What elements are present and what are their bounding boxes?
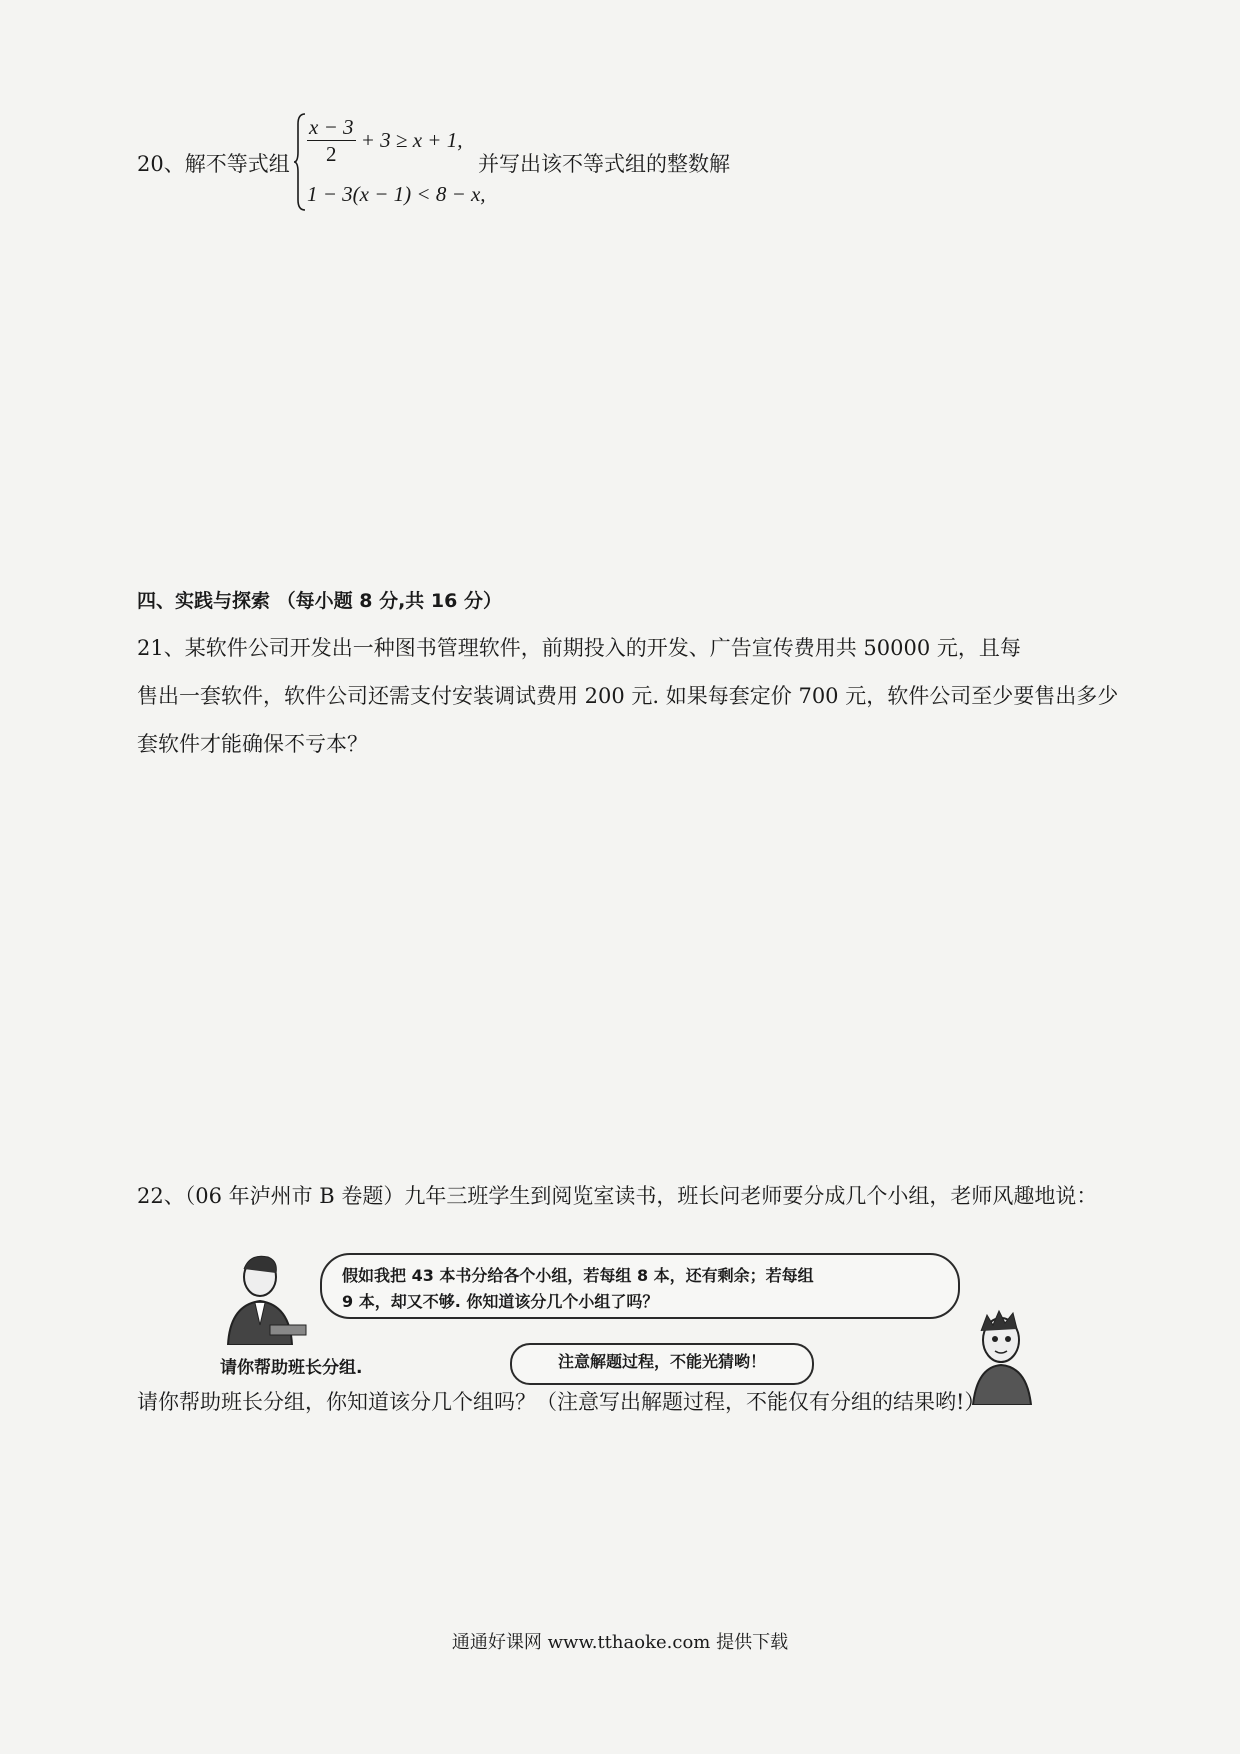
q22-line-1: 22、（06 年泸州市 B 卷题）九年三班学生到阅览室读书，班长问老师要分成几个小组，老师风趣地说：: [137, 1184, 1098, 1208]
teacher-speech-bubble: [320, 1253, 960, 1319]
inequality-2: 1 − 3(x − 1) < 8 − x,: [307, 182, 486, 206]
page-footer: 通通好课网 www.tthaoke.com 提供下载: [451, 1632, 789, 1653]
section-heading: 四、实践与探索 （每小题 8 分,共 16 分）: [137, 590, 502, 612]
q21-line-2: 售出一套软件，软件公司还需支付安装调试费用 200 元. 如果每套定价 700 元，软件公司至少要售出多少: [137, 684, 1119, 708]
q20-instruction: 并写出该不等式组的整数解: [478, 152, 730, 176]
teacher-figure: [210, 1245, 310, 1345]
fraction-denominator: 2: [326, 142, 337, 166]
inequality-system: [293, 112, 493, 212]
q21-line-3: 套软件才能确保不亏本？: [137, 732, 368, 756]
q20-label: 20、解不等式组: [137, 152, 290, 176]
inequality-1: [307, 114, 462, 167]
brace: [293, 112, 307, 212]
speech-line-1: 假如我把 43 本书分给各个小组，若每组 8 本，还有剩余；若每组: [342, 1266, 814, 1285]
speech-line-2: 9 本，却又不够. 你知道该分几个小组了吗？: [342, 1292, 659, 1311]
q22-line-2: 请你帮助班长分组，你知道该分几个组吗？（注意写出解题过程，不能仅有分组的结果哟!）: [137, 1390, 986, 1414]
q21-line-1: 21、某软件公司开发出一种图书管理软件，前期投入的开发、广告宣传费用共 50000 元，且每: [137, 636, 1021, 660]
cartoon-caption: 请你帮助班长分组.: [220, 1358, 363, 1378]
student-speech-bubble: 注意解题过程，不能光猜哟！: [510, 1343, 814, 1385]
cartoon-illustration: [210, 1245, 1040, 1405]
inequality-1-rest: + 3 ≥ x + 1,: [360, 128, 463, 152]
fraction: [307, 114, 356, 167]
fraction-numerator: x − 3: [309, 115, 354, 139]
